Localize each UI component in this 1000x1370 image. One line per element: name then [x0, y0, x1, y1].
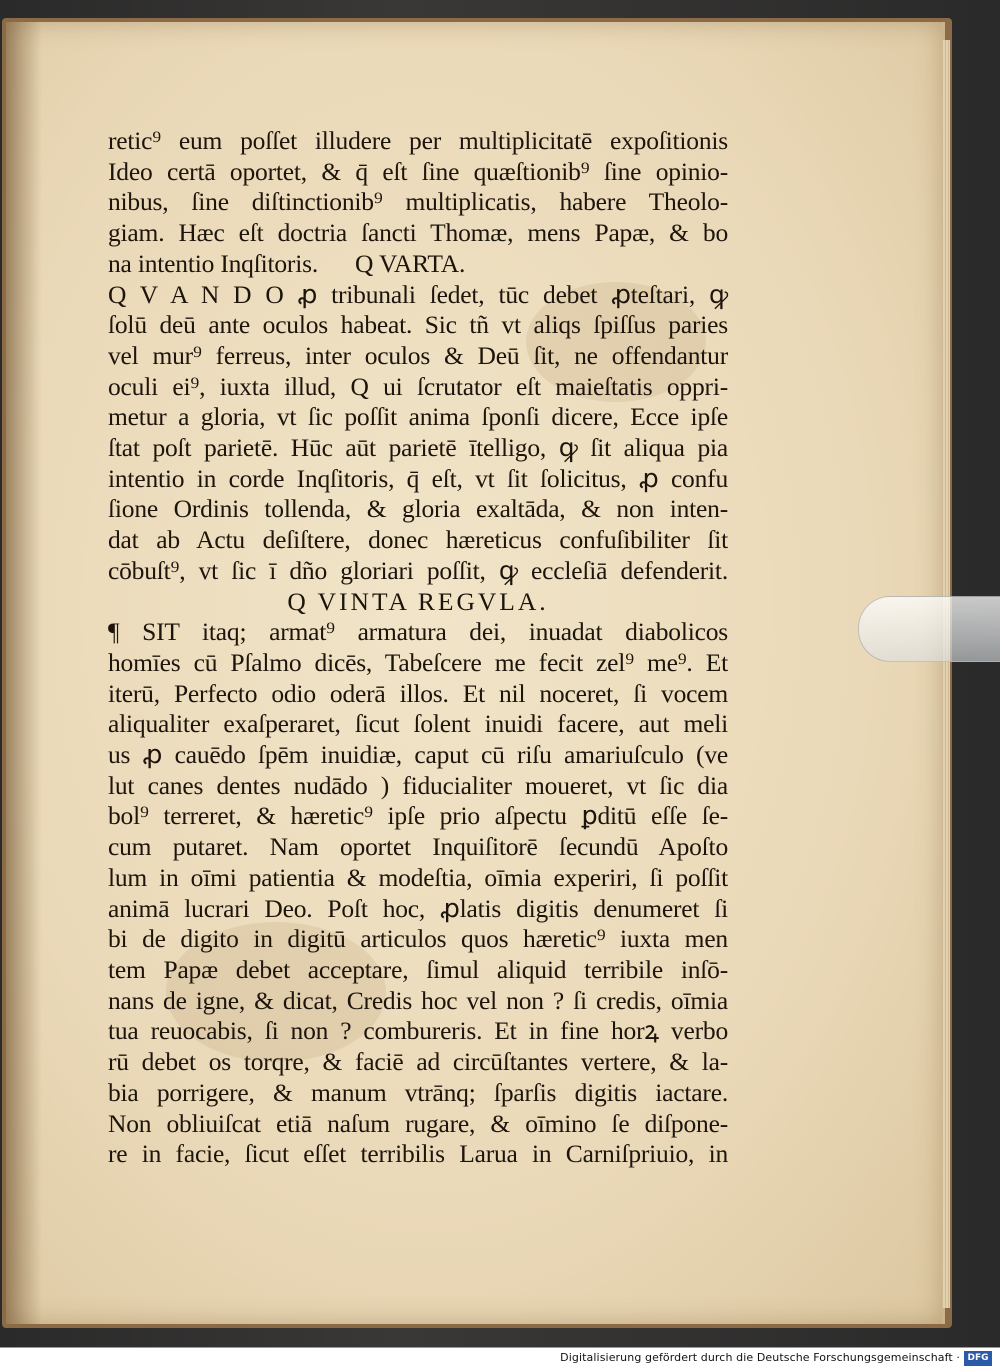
text-line: ſolū deū ante oculos habeat. Sic tñ vt aliqs ſpiſſus paries	[108, 310, 728, 340]
text-line: oculi ei⁹, iuxta illud, Q ui ſcrutator eſt maieſtatis oppri-	[108, 371, 728, 401]
footer-credit: Digitalisierung gefördert durch die Deutsche Forschungsgemeinschaft ·	[560, 1351, 960, 1364]
text-line: lut canes dentes nudādo ) fiducialiter moueret, vt ſic dia	[108, 770, 728, 800]
text-line: Ideo certā oportet, & q̄ eſt ſine quæſtionib⁹ ſine opinio-	[108, 156, 728, 186]
text-line: dat ab Actu deſiſtere, donec hæreticus confuſibiliter ſit	[108, 525, 728, 555]
text-line: Non obliuiſcat etiā naſum rugare, & oīmino ſe diſpone-	[108, 1108, 728, 1138]
text-line: aliqualiter exaſperaret, ſicut ſolent inuidi facere, aut meli	[108, 709, 728, 739]
text-line: us ꝓ cauēdo ſpēm inuidiæ, caput cū riſu amariuſculo (ve	[108, 740, 728, 770]
digitization-footer	[0, 1347, 1000, 1370]
text-line: rū debet os torqre, & faciē ad circūſtantes vertere, & la-	[108, 1047, 728, 1077]
text-line: nans de igne, & dicat, Credis hoc vel non ? ſi credis, oīmia	[108, 985, 728, 1015]
text-line: cōbuſt⁹, vt ſic ī dño gloriari poſſit, ꝙ eccleſiā defenderit.	[108, 555, 728, 585]
text-line: retic⁹ eum poſſet illudere per multiplicitatē expoſitionis	[108, 126, 728, 155]
text-line: giam. Hæc eſt doctria ſancti Thomæ, mens Papæ, & bo	[108, 218, 728, 248]
dfg-logo[interactable]: DFG	[964, 1351, 992, 1366]
text-line: metur a gloria, vt ſic poſſit anima ſponſi dicere, Ecce ipſe	[108, 402, 728, 432]
text-line: re in facie, ſicut eſſet terribilis Larua in Carniſpriuio, in	[108, 1139, 728, 1169]
page-gutter-shadow	[6, 22, 42, 1324]
text-line: Q V A N D O ꝓ tribunali ſedet, tūc debet ꝓteſtari, ꝙ	[108, 279, 728, 309]
text-line: ſione Ordinis tollenda, & gloria exaltāda, & non inten-	[108, 494, 728, 524]
text-line: tua reuocabis, ſi non ? combureris. Et in fine horꝝ verbo	[108, 1016, 728, 1046]
text-line: bia porrigere, & manum vtrānq; ſparſis digitis iactare.	[108, 1077, 728, 1107]
page-edges	[942, 40, 950, 1308]
text-line: vel mur⁹ ferreus, inter oculos & Deū ſit, ne offendantur	[108, 340, 728, 370]
text-line: nibus, ſine diſtinctionib⁹ multiplicatis, habere Theolo-	[108, 187, 728, 217]
text-line: ¶ SIT itaq; armat⁹ armatura dei, inuadat diabolicos	[108, 617, 728, 647]
page-text	[108, 126, 728, 1170]
text-line: tem Papæ debet acceptare, ſimul aliquid terribile inſō-	[108, 954, 728, 984]
text-line: iterū, Perfecto odio oderā illos. Et nil noceret, ſi vocem	[108, 678, 728, 708]
text-line: bol⁹ terreret, & hæretic⁹ ipſe prio aſpectu ꝑditū eſſe ſe-	[108, 801, 728, 831]
text-line-with-heading: na intentio Inqſitoris. Q VARTA.	[108, 248, 466, 278]
text-line: animā lucrari Deo. Poſt hoc, ꝓlatis digitis denumeret ſi	[108, 893, 728, 923]
text-line: intentio in corde Inqſitoris, q̄ eſt, vt ſit ſolicitus, ꝓ confu	[108, 463, 728, 493]
text-line: ſtat poſt parietē. Hūc aūt parietē ītelligo, ꝙ ſit aliqua pia	[108, 433, 728, 463]
text-line: cum putaret. Nam oportet Inquiſitorē ſecundū Apoſto	[108, 832, 728, 862]
text-line: lum in oīmi patientia & modeſtia, oīmia experiri, ſi poſſit	[108, 862, 728, 892]
bookmark-tab	[858, 596, 1000, 662]
text-line: bi de digito in digitū articulos quos hæretic⁹ iuxta men	[108, 924, 728, 954]
section-heading: Q VINTA REGVLA.	[287, 586, 549, 616]
text-line: homīes cū Pſalmo dicēs, Tabeſcere me fecit zel⁹ me⁹. Et	[108, 647, 728, 677]
